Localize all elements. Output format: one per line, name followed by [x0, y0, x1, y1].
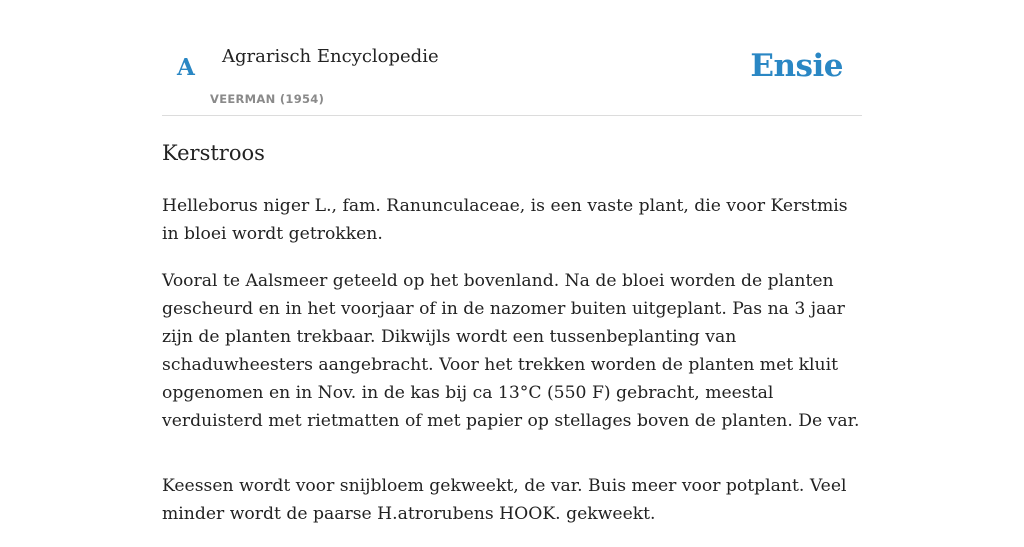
ensie-logo[interactable]: Ensie	[750, 48, 843, 84]
entry-body	[162, 192, 862, 547]
page	[162, 0, 862, 524]
book-author: VEERMAN (1954)	[210, 92, 325, 106]
entry-paragraph: Vooral te Aalsmeer geteeld op het bovenland. Na de bloei worden de planten gescheurd en in het voorjaar of in de nazomer buiten uitgeplant. Pas na 3 jaar zijn de planten trekbaar. Dikwijls wordt een tussenbeplanting van schaduwheesters aangebracht. Voor het trekken worden de planten met kluit opgenomen en in Nov. in de kas bij ca 13°C (550 F) gebracht, meestal verduisterd met rietmatten of met papier op stellages boven de planten. De var.	[162, 271, 860, 431]
entry-title: Kerstroos	[162, 141, 265, 165]
entry-paragraph: Keessen wordt voor snijbloem gekweekt, de var. Buis meer voor potplant. Veel minder wordt de paarse H.atrorubens HOOK. gekweekt.	[162, 476, 847, 524]
entry-paragraph: Helleborus niger L., fam. Ranunculaceae, is een vaste plant, die voor Kerstmis in bloei wordt getrokken.	[162, 196, 848, 244]
book-header	[162, 0, 862, 116]
book-title[interactable]: Agrarisch Encyclopedie	[222, 46, 439, 67]
book-letter-icon[interactable]: A	[177, 54, 195, 81]
